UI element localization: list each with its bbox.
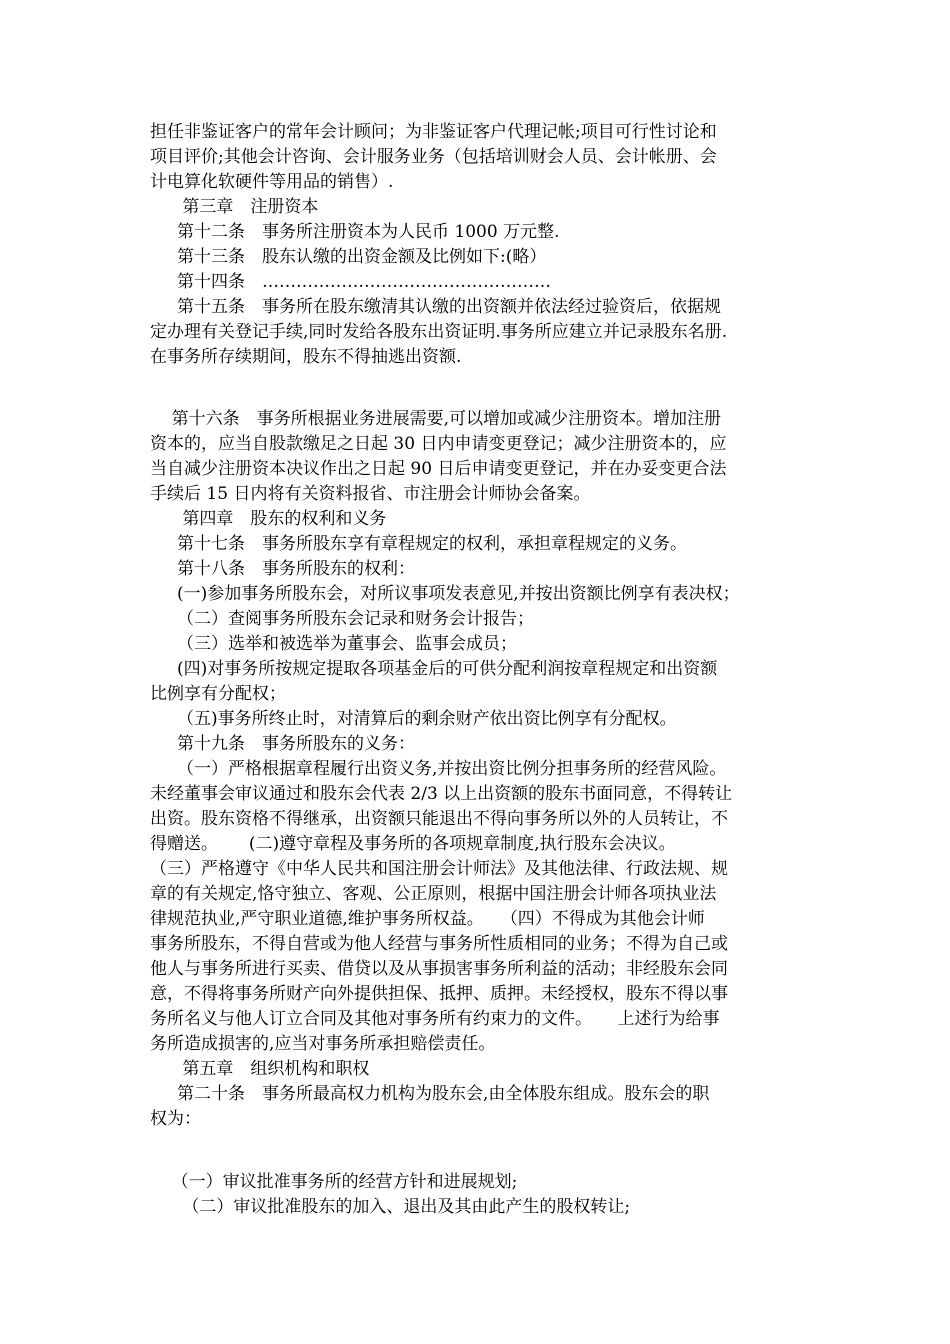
list-item: (一)参加事务所股东会，对所议事项发表意见,并按出资额比例享有表决权；: [150, 584, 740, 604]
article-line: 第二十条 事务所最高权力机构为股东会,由全体股东组成。股东会的职: [150, 1084, 710, 1104]
article-line: 第十三条 股东认缴的出资金额及比例如下:(略）: [150, 247, 547, 267]
paragraph-gap: [150, 370, 810, 407]
text-line: 章的有关规定,恪守独立、客观、公正原则，根据中国注册会计师各项执业法: [150, 884, 717, 904]
text-line: （三）严格遵守《中华人民共和国注册会计师法》及其他法律、行政法规、规: [150, 859, 728, 879]
article-line: 第十七条 事务所股东享有章程规定的权利，承担章程规定的义务。: [150, 534, 688, 554]
text-line: 出资。股东资格不得继承，出资额只能退出不得向事务所以外的人员转让，不: [150, 809, 728, 829]
list-item: （二）查阅事务所股东会记录和财务会计报告；: [150, 609, 535, 629]
text-line: 律规范执业,严守职业道德,维护事务所权益。 （四）不得成为其他会计师: [150, 909, 705, 929]
text-line: 资本的，应当自股款缴足之日起 30 日内申请变更登记；减少注册资本的，应: [150, 434, 727, 454]
text-line: 事务所股东，不得自营或为他人经营与事务所性质相同的业务；不得为自己或: [150, 934, 728, 954]
text-line: 项目评价;其他会计咨询、会计服务业务（包括培训财会人员、会计帐册、会: [150, 147, 717, 167]
chapter-heading: 第五章 组织机构和职权: [150, 1059, 370, 1079]
text-line: 得赠送。 (二)遵守章程及事务所的各项规章制度,执行股东会决议。: [150, 834, 676, 854]
text-line: 务所造成损害的,应当对事务所承担赔偿责任。: [150, 1034, 496, 1054]
text-line: 比例享有分配权；: [150, 684, 286, 704]
text-line: 权为：: [150, 1109, 201, 1129]
document-body: [150, 120, 810, 1220]
article-line: 第十九条 事务所股东的义务：: [150, 734, 416, 754]
list-item: （五)事务所终止时，对清算后的剩余财产依出资比例享有分配权。: [150, 709, 677, 729]
list-item: (四)对事务所按规定提取各项基金后的可供分配利润按章程规定和出资额: [150, 659, 718, 679]
list-item: （一）审议批准事务所的经营方针和进展规划;: [150, 1172, 518, 1192]
text-line: 他人与事务所进行买卖、借贷以及从事损害事务所利益的活动；非经股东会同: [150, 959, 728, 979]
chapter-heading: 第四章 股东的权利和义务: [150, 509, 387, 529]
text-line: 务所名义与他人订立合同及其他对事务所有约束力的文件。 上述行为给事: [150, 1009, 720, 1029]
text-line: 在事务所存续期间，股东不得抽逃出资额.: [150, 347, 462, 367]
text-line: 定办理有关登记手续,同时发给各股东出资证明.事务所应建立并记录股东名册.: [150, 322, 728, 342]
article-line: 第十六条 事务所根据业务进展需要,可以增加或减少注册资本。增加注册: [150, 409, 722, 429]
article-line: 第十八条 事务所股东的权利：: [150, 559, 416, 579]
article-line: 第十五条 事务所在股东缴清其认缴的出资额并依法经过验资后，依据规: [150, 297, 722, 317]
text-line: 担任非鉴证客户的常年会计顾问；为非鉴证客户代理记帐;项目可行性讨论和: [150, 122, 717, 142]
list-item: （一）严格根据章程履行出资义务,并按出资比例分担事务所的经营风险。: [150, 759, 727, 779]
text-line: 未经董事会审议通过和股东会代表 2/3 以上出资额的股东书面同意，不得转让: [150, 784, 733, 804]
text-line: 手续后 15 日内将有关资料报省、市注册会计师协会备案。: [150, 484, 591, 504]
article-line: 第十二条 事务所注册资本为人民币 1000 万元整.: [150, 222, 560, 242]
article-line: 第十四条 ……………………………………………: [150, 272, 552, 292]
text-line: 当自减少注册资本决议作出之日起 90 日后申请变更登记，并在办妥变更合法: [150, 459, 727, 479]
list-item: （三）选举和被选举为董事会、监事会成员；: [150, 634, 518, 654]
list-item: （二）审议批准股东的加入、退出及其由此产生的股权转让;: [150, 1197, 631, 1217]
text-line: 计电算化软硬件等用品的销售）.: [150, 172, 394, 192]
text-line: 意，不得将事务所财产向外提供担保、抵押、质押。未经授权，股东不得以事: [150, 984, 728, 1004]
paragraph-gap: [150, 1132, 810, 1170]
chapter-heading: 第三章 注册资本: [150, 197, 319, 217]
